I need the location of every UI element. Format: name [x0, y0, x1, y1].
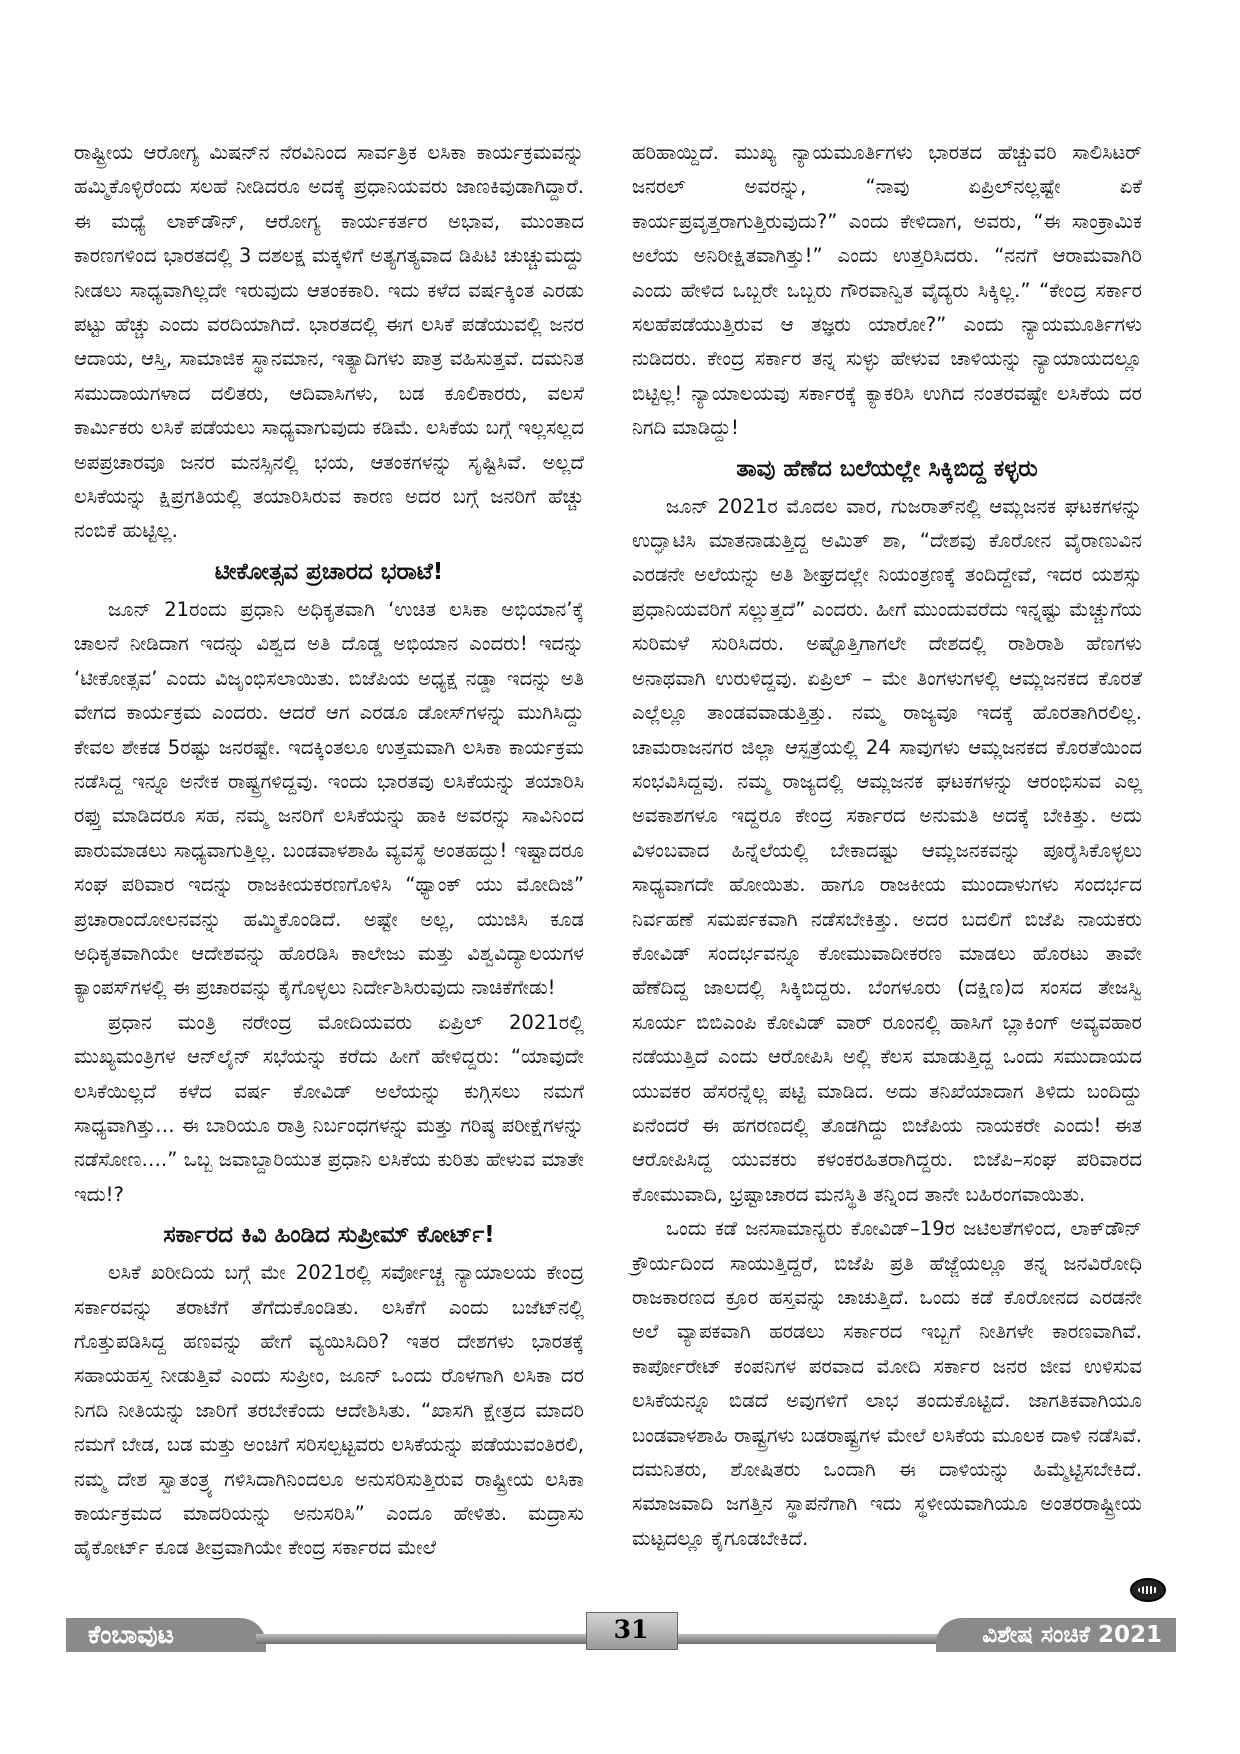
- section-heading-thieves: ತಾವು ಹೆಣೆದ ಬಲೆಯಲ್ಲೇ ಸಿಕ್ಕಿಬಿದ್ದ ಕಳ್ಳರು: [736, 455, 1038, 482]
- left-column: [74, 136, 584, 1566]
- page-number: 31: [613, 1615, 649, 1644]
- magazine-name: ಕೆಂಬಾವುಟ: [88, 1620, 174, 1649]
- left-paragraph-2: ಜೂನ್ 21ರಂದು ಪ್ರಧಾನಿ ಅಧಿಕೃತವಾಗಿ ‘ಉಚಿತ ಲಸಿಕಾ ಅಭಿಯಾನ’ಕ್ಕೆ ಚಾಲನೆ ನೀಡಿದಾಗ ಇದನ್ನು ವಿಶ್ವದ ಅತಿ ದೊಡ್ಡ ಅಭಿಯಾನ ಎಂದರು! ಇದನ್ನು ‘ಟೀಕೋತ್ಸವ’ ಎಂದು ವಿಜೃಂಭಿಸಲಾಯಿತು. ಬಿಜೆಪಿಯ ಅಧ್ಯಕ್ಷ ನಡ್ಡಾ ಇದನ್ನು ಅತಿ ವೇಗದ ಕಾರ್ಯಕ್ರಮ ಎಂದರು. ಆದರೆ ಆಗ ಎರಡೂ ಡೋಸ್‌ಗಳನ್ನು ಮುಗಿಸಿದ್ದು ಕೇವಲ ಶೇಕಡ 5ರಷ್ಟು ಜನರಷ್ಟೇ. ಇದಕ್ಕಿಂತಲೂ ಉತ್ತಮವಾಗಿ ಲಸಿಕಾ ಕಾರ್ಯಕ್ರಮ ನಡೆಸಿದ್ದ ಇನ್ನೂ ಅನೇಕ ರಾಷ್ಟ್ರಗಳಿದ್ದವು. ಇಂದು ಭಾರತವು ಲಸಿಕೆಯನ್ನು ತಯಾರಿಸಿ ರಫ್ತು ಮಾಡಿದರೂ ಸಹ, ನಮ್ಮ ಜನರಿಗೆ ಲಸಿಕೆಯನ್ನು ಹಾಕಿ ಅವರನ್ನು ಸಾವಿನಿಂದ ಪಾರುಮಾಡಲು ಸಾಧ್ಯವಾಗುತ್ತಿಲ್ಲ. ಬಂಡವಾಳಶಾಹಿ ವ್ಯವಸ್ಥೆ ಅಂತಹದ್ದು! ಇಷ್ಟಾದರೂ ಸಂಘ ಪರಿವಾರ ಇದನ್ನು ರಾಜಕೀಯಕರಣಗೊಳಿಸಿ “ಥ್ಯಾಂಕ್ ಯು ಮೋದಿಜಿ” ಪ್ರಚಾರಾಂದೋಲನವನ್ನು ಹಮ್ಮಿಕೊಂಡಿದೆ. ಅಷ್ಟೇ ಅಲ್ಲ, ಯುಜಿಸಿ ಕೂಡ ಅಧಿಕೃತವಾಗಿಯೇ ಆದೇಶವನ್ನು ಹೊರಡಿಸಿ ಕಾಲೇಜು ಮತ್ತು ವಿಶ್ವವಿದ್ಯಾಲಯಗಳ ಕ್ಯಾಂಪಸ್‌ಗಳಲ್ಲಿ ಈ ಪ್ರಚಾರವನ್ನು ಕೈಗೊಳ್ಳಲು ನಿರ್ದೇಶಿಸಿರುವುದು ನಾಚಿಕೆಗೇಡು!: [74, 597, 584, 1000]
- section-heading-tikotsava: ಟೀಕೋತ್ಸವ ಪ್ರಚಾರದ ಭರಾಟೆ!: [214, 558, 444, 585]
- left-paragraph-4: ಲಸಿಕೆ ಖರೀದಿಯ ಬಗ್ಗೆ ಮೇ 2021ರಲ್ಲಿ ಸರ್ವೋಚ್ಚ ನ್ಯಾಯಾಲಯ ಕೇಂದ್ರ ಸರ್ಕಾರವನ್ನು ತರಾಟೆಗೆ ತೆಗೆದುಕೊಂಡಿತು. ಲಸಿಕೆಗೆ ಎಂದು ಬಜೆಟ್‌ನಲ್ಲಿ ಗೊತ್ತುಪಡಿಸಿದ್ದ ಹಣವನ್ನು ಹೇಗೆ ವ್ಯಯಿಸಿದಿರಿ? ಇತರ ದೇಶಗಳು ಭಾರತಕ್ಕೆ ಸಹಾಯಹಸ್ತ ನೀಡುತ್ತಿವೆ ಎಂದು ಸುಪ್ರೀಂ, ಜೂನ್ ಒಂದು ರೊಳಗಾಗಿ ಲಸಿಕಾ ದರ ನಿಗದಿ ನೀತಿಯನ್ನು ಜಾರಿಗೆ ತರಬೇಕೆಂದು ಆದೇಶಿಸಿತು. “ಖಾಸಗಿ ಕ್ಷೇತ್ರದ ಮಾದರಿ ನಮಗೆ ಬೇಡ, ಬಡ ಮತ್ತು ಅಂಚಿಗೆ ಸರಿಸಲ್ಪಟ್ಟವರು ಲಸಿಕೆಯನ್ನು ಪಡೆಯುವಂತಿರಲಿ, ನಮ್ಮ ದೇಶ ಸ್ವಾತಂತ್ರ್ಯ ಗಳಿಸಿದಾಗಿನಿಂದಲೂ ಅನುಸರಿಸುತ್ತಿರುವ ರಾಷ್ಟ್ರೀಯ ಲಸಿಕಾ ಕಾರ್ಯಕ್ರಮದ ಮಾದರಿಯನ್ನು ಅನುಸರಿಸಿ” ಎಂದೂ ಹೇಳಿತು. ಮದ್ರಾಸು ಹೈಕೋರ್ಟ್ ಕೂಡ ತೀವ್ರವಾಗಿಯೇ ಕೇಂದ್ರ ಸರ್ಕಾರದ ಮೇಲೆ: [74, 1261, 584, 1560]
- right-paragraph-2: ಜೂನ್ 2021ರ ಮೊದಲ ವಾರ, ಗುಜರಾತ್‌ನಲ್ಲಿ ಆಮ್ಲಜನಕ ಘಟಕಗಳನ್ನು ಉದ್ಘಾಟಿಸಿ ಮಾತನಾಡುತ್ತಿದ್ದ ಅಮಿತ್ ಶಾ, “ದೇಶವು ಕೊರೋನ ವೈರಾಣುವಿನ ಎರಡನೇ ಅಲೆಯನ್ನು ಅತಿ ಶೀಘ್ರದಲ್ಲೇ ನಿಯಂತ್ರಣಕ್ಕೆ ತಂದಿದ್ದೇವೆ, ಇದರ ಯಶಸ್ಸು ಪ್ರಧಾನಿಯವರಿಗೆ ಸಲ್ಲುತ್ತದೆ” ಎಂದರು. ಹೀಗೆ ಮುಂದುವರೆದು ಇನ್ನಷ್ಟು ಮೆಚ್ಚುಗೆಯ ಸುರಿಮಳೆ ಸುರಿಸಿದರು. ಅಷ್ಟೊತ್ತಿಗಾಗಲೇ ದೇಶದಲ್ಲಿ ರಾಶಿರಾಶಿ ಹೆಣಗಳು ಅನಾಥವಾಗಿ ಉರುಳಿದ್ದವು. ಏಪ್ರಿಲ್ – ಮೇ ತಿಂಗಳುಗಳಲ್ಲಿ ಆಮ್ಲಜನಕದ ಕೊರತೆ ಎಲ್ಲೆಲ್ಲೂ ತಾಂಡವವಾಡುತ್ತಿತ್ತು. ನಮ್ಮ ರಾಜ್ಯವೂ ಇದಕ್ಕೆ ಹೊರತಾಗಿರಲಿಲ್ಲ. ಚಾಮರಾಜನಗರ ಜಿಲ್ಲಾ ಆಸ್ಪತ್ರೆಯಲ್ಲಿ 24 ಸಾವುಗಳು ಆಮ್ಲಜನಕದ ಕೊರತೆಯಿಂದ ಸಂಭವಿಸಿದ್ದವು. ನಮ್ಮ ರಾಜ್ಯದಲ್ಲಿ ಆಮ್ಲಜನಕ ಘಟಕಗಳನ್ನು ಆರಂಭಿಸುವ ಎಲ್ಲ ಅವಕಾಶಗಳೂ ಇದ್ದರೂ ಕೇಂದ್ರ ಸರ್ಕಾರದ ಅನುಮತಿ ಅದಕ್ಕೆ ಬೇಕಿತ್ತು. ಅದು ವಿಳಂಬವಾದ ಹಿನ್ನೆಲೆಯಲ್ಲಿ ಬೇಕಾದಷ್ಟು ಆಮ್ಲಜನಕವನ್ನು ಪೂರೈಸಿಕೊಳ್ಳಲು ಸಾಧ್ಯವಾಗದೇ ಹೋಯಿತು. ಹಾಗೂ ರಾಜಕೀಯ ಮುಂದಾಳುಗಳು ಸಂದರ್ಭದ ನಿರ್ವಹಣೆ ಸಮರ್ಪಕವಾಗಿ ನಡೆಸಬೇಕಿತ್ತು. ಅದರ ಬದಲಿಗೆ ಬಿಜೆಪಿ ನಾಯಕರು ಕೋವಿಡ್ ಸಂದರ್ಭವನ್ನೂ ಕೋಮುವಾದೀಕರಣ ಮಾಡಲು ಹೊರಟು ತಾವೇ ಹೆಣೆದಿದ್ದ ಜಾಲದಲ್ಲಿ ಸಿಕ್ಕಿಬಿದ್ದರು. ಬೆಂಗಳೂರು (ದಕ್ಷಿಣ)ದ ಸಂಸದ ತೇಜಸ್ವಿ ಸೂರ್ಯ ಬಿಬಿಎಂಪಿ ಕೋವಿಡ್ ವಾರ್ ರೂಂನಲ್ಲಿ ಹಾಸಿಗೆ ಬ್ಲಾಕಿಂಗ್ ಅವ್ಯವಹಾರ ನಡೆಯುತ್ತಿದೆ ಎಂದು ಆರೋಪಿಸಿ ಅಲ್ಲಿ ಕೆಲಸ ಮಾಡುತ್ತಿದ್ದ ಒಂದು ಸಮುದಾಯದ ಯುವಕರ ಹೆಸರನ್ನೆಲ್ಲ ಪಟ್ಟಿ ಮಾಡಿದ. ಅದು ತನಿಖೆಯಾದಾಗ ತಿಳಿದು ಬಂದಿದ್ದು ಏನೆಂದರೆ ಈ ಹಗರಣದಲ್ಲಿ ತೊಡಗಿದ್ದು ಬಿಜೆಪಿಯ ನಾಯಕರೇ ಎಂದು! ಈತ ಆರೋಪಿಸಿದ್ದ ಯುವಕರು ಕಳಂಕರಹಿತರಾಗಿದ್ದರು. ಬಿಜೆಪಿ–ಸಂಘ ಪರಿವಾರದ ಕೋಮುವಾದಿ, ಭ್ರಷ್ಟಾಚಾರದ ಮನಸ್ಥಿತಿ ತನ್ನಿಂದ ತಾನೇ ಬಹಿರಂಗವಾಯಿತು.: [632, 494, 1142, 1206]
- right-paragraph-1: ಹರಿಹಾಯ್ದಿದೆ. ಮುಖ್ಯ ನ್ಯಾಯಮೂರ್ತಿಗಳು ಭಾರತದ ಹೆಚ್ಚುವರಿ ಸಾಲಿಸಿಟರ್ ಜನರಲ್ ಅವರನ್ನು, “ನಾವು ಏಪ್ರಿಲ್‌ನಲ್ಲಷ್ಟೇ ಏಕೆ ಕಾರ್ಯಪ್ರವೃತ್ತರಾಗುತ್ತಿರುವುದು?” ಎಂದು ಕೇಳಿದಾಗ, ಅವರು, “ಈ ಸಾಂಕ್ರಾಮಿಕ ಅಲೆಯ ಅನಿರೀಕ್ಷಿತವಾಗಿತ್ತು!” ಎಂದು ಉತ್ತರಿಸಿದರು. “ನನಗೆ ಆರಾಮವಾಗಿರಿ ಎಂದು ಹೇಳಿದ ಒಬ್ಬರೇ ಒಬ್ಬರು ಗೌರವಾನ್ವಿತ ವೈದ್ಯರು ಸಿಕ್ಕಿಲ್ಲ.” “ಕೇಂದ್ರ ಸರ್ಕಾರ ಸಲಹೆಪಡೆಯುತ್ತಿರುವ ಆ ತಜ್ಞರು ಯಾರೋ?” ಎಂದು ನ್ಯಾಯಮೂರ್ತಿಗಳು ನುಡಿದರು. ಕೇಂದ್ರ ಸರ್ಕಾರ ತನ್ನ ಸುಳ್ಳು ಹೇಳುವ ಚಾಳಿಯನ್ನು ನ್ಯಾಯಾಯದಲ್ಲೂ ಬಿಟ್ಟಿಲ್ಲ! ನ್ಯಾಯಾಲಯವು ಸರ್ಕಾರಕ್ಕೆ ಕ್ಯಾಕರಿಸಿ ಉಗಿದ ನಂತರವಷ್ಟೇ ಲಸಿಕೆಯ ದರ ನಿಗದಿ ಮಾಡಿದ್ದು!: [632, 141, 1142, 440]
- page-footer: [66, 1612, 1176, 1656]
- section-heading-supreme-court: ಸರ್ಕಾರದ ಕಿವಿ ಹಿಂಡಿದ ಸುಪ್ರೀಮ್ ಕೋರ್ಟ್!: [163, 1222, 495, 1249]
- right-column: [632, 136, 1142, 1556]
- issue-label: ವಿಶೇಷ ಸಂಚಿಕೆ 2021: [982, 1622, 1162, 1648]
- left-paragraph-1: ರಾಷ್ಟ್ರೀಯ ಆರೋಗ್ಯ ಮಿಷನ್‌ನ ನೆರವಿನಿಂದ ಸಾರ್ವತ್ರಿಕ ಲಸಿಕಾ ಕಾರ್ಯಕ್ರಮವನ್ನು ಹಮ್ಮಿಕೊಳ್ಳಿರೆಂದು ಸಲಹೆ ನೀಡಿದರೂ ಅದಕ್ಕೆ ಪ್ರಧಾನಿಯವರು ಜಾಣಕಿವುಡಾಗಿದ್ದಾರೆ. ಈ ಮಧ್ಯೆ ಲಾಕ್‌ಡೌನ್, ಆರೋಗ್ಯ ಕಾರ್ಯಕರ್ತರ ಅಭಾವ, ಮುಂತಾದ ಕಾರಣಗಳಿಂದ ಭಾರತದಲ್ಲಿ 3 ದಶಲಕ್ಷ ಮಕ್ಕಳಿಗೆ ಅತ್ಯಗತ್ಯವಾದ ಡಿಪಿಟಿ ಚುಚ್ಚುಮದ್ದು ನೀಡಲು ಸಾಧ್ಯವಾಗಿಲ್ಲದೇ ಇರುವುದು ಆತಂಕಕಾರಿ. ಇದು ಕಳೆದ ವರ್ಷಕ್ಕಿಂತ ಎರಡು ಪಟ್ಟು ಹೆಚ್ಚು ಎಂದು ವರದಿಯಾಗಿದೆ. ಭಾರತದಲ್ಲಿ ಈಗ ಲಸಿಕೆ ಪಡೆಯುವಲ್ಲಿ ಜನರ ಆದಾಯ, ಆಸ್ತಿ, ಸಾಮಾಜಿಕ ಸ್ಥಾನಮಾನ, ಇತ್ಯಾದಿಗಳು ಪಾತ್ರ ವಹಿಸುತ್ತವೆ. ದಮನಿತ ಸಮುದಾಯಗಳಾದ ದಲಿತರು, ಆದಿವಾಸಿಗಳು, ಬಡ ಕೂಲಿಕಾರರು, ವಲಸೆ ಕಾರ್ಮಿಕರು ಲಸಿಕೆ ಪಡೆಯಲು ಸಾಧ್ಯವಾಗುವುದು ಕಡಿಮೆ. ಲಸಿಕೆಯ ಬಗ್ಗೆ ಇಲ್ಲಸಲ್ಲದ ಅಪಪ್ರಚಾರವೂ ಜನರ ಮನಸ್ಸಿನಲ್ಲಿ ಭಯ, ಆತಂಕಗಳನ್ನು ಸೃಷ್ಟಿಸಿವೆ. ಅಲ್ಲದೆ ಲಸಿಕೆಯನ್ನು ಕ್ಷಿಪ್ರಗತಿಯಲ್ಲಿ ತಯಾರಿಸಿರುವ ಕಾರಣ ಅದರ ಬಗ್ಗೆ ಜನರಿಗೆ ಹೆಚ್ಚು ನಂಬಿಕೆ ಹುಟ್ಟಿಲ್ಲ.: [74, 141, 584, 543]
- left-paragraph-3: ಪ್ರಧಾನ ಮಂತ್ರಿ ನರೇಂದ್ರ ಮೋದಿಯವರು ಏಪ್ರಿಲ್ 2021ರಲ್ಲಿ ಮುಖ್ಯಮಂತ್ರಿಗಳ ಆನ್‌ಲೈನ್ ಸಭೆಯನ್ನು ಕರೆದು ಹೀಗೆ ಹೇಳಿದ್ದರು: “ಯಾವುದೇ ಲಸಿಕೆಯಿಲ್ಲದೆ ಕಳೆದ ವರ್ಷ ಕೋವಿಡ್ ಅಲೆಯನ್ನು ಕುಗ್ಗಿಸಲು ನಮಗೆ ಸಾಧ್ಯವಾಗಿತ್ತು… ಈ ಬಾರಿಯೂ ರಾತ್ರಿ ನಿರ್ಬಂಧಗಳನ್ನು ಮತ್ತು ಗರಿಷ್ಠ ಪರೀಕ್ಷೆಗಳನ್ನು ನಡೆಸೋಣ….” ಒಬ್ಬ ಜವಾಬ್ದಾರಿಯುತ ಪ್ರಧಾನಿ ಲಸಿಕೆಯ ಕುರಿತು ಹೇಳುವ ಮಾತೇ ಇದು!?: [74, 1010, 584, 1206]
- end-of-article-ornament-icon: [1130, 1578, 1166, 1602]
- right-paragraph-3: ಒಂದು ಕಡೆ ಜನಸಾಮಾನ್ಯರು ಕೋವಿಡ್–19ರ ಜಟಿಲತೆಗಳಿಂದ, ಲಾಕ್‌ಡೌನ್ ಕ್ರೌರ್ಯದಿಂದ ಸಾಯುತ್ತಿದ್ದರೆ, ಬಿಜೆಪಿ ಪ್ರತಿ ಹೆಜ್ಜೆಯಲ್ಲೂ ತನ್ನ ಜನವಿರೋಧಿ ರಾಜಕಾರಣದ ಕ್ರೂರ ಹಸ್ತವನ್ನು ಚಾಚುತ್ತಿದೆ. ಒಂದು ಕಡೆ ಕೊರೋನದ ಎರಡನೇ ಅಲೆ ವ್ಯಾಪಕವಾಗಿ ಹರಡಲು ಸರ್ಕಾರದ ಇಬ್ಬಗೆ ನೀತಿಗಳೇ ಕಾರಣವಾಗಿವೆ. ಕಾರ್ಪೋರೇಟ್ ಕಂಪನಿಗಳ ಪರವಾದ ಮೋದಿ ಸರ್ಕಾರ ಜನರ ಜೀವ ಉಳಿಸುವ ಲಸಿಕೆಯನ್ನೂ ಬಿಡದೆ ಅವುಗಳಿಗೆ ಲಾಭ ತಂದುಕೊಟ್ಟಿದೆ. ಜಾಗತಿಕವಾಗಿಯೂ ಬಂಡವಾಳಶಾಹಿ ರಾಷ್ಟ್ರಗಳು ಬಡರಾಷ್ಟ್ರಗಳ ಮೇಲೆ ಲಸಿಕೆಯ ಮೂಲಕ ದಾಳಿ ನಡೆಸಿವೆ. ದಮನಿತರು, ಶೋಷಿತರು ಒಂದಾಗಿ ಈ ದಾಳಿಯನ್ನು ಹಿಮ್ಮೆಟ್ಟಿಸಬೇಕಿದೆ. ಸಮಾಜವಾದಿ ಜಗತ್ತಿನ ಸ್ಥಾಪನೆಗಾಗಿ ಇದು ಸ್ಥಳೀಯವಾಗಿಯೂ ಅಂತರರಾಷ್ಟ್ರೀಯ ಮಟ್ಟದಲ್ಲೂ ಕೈಗೂಡಬೇಕಿದೆ.: [632, 1217, 1142, 1550]
